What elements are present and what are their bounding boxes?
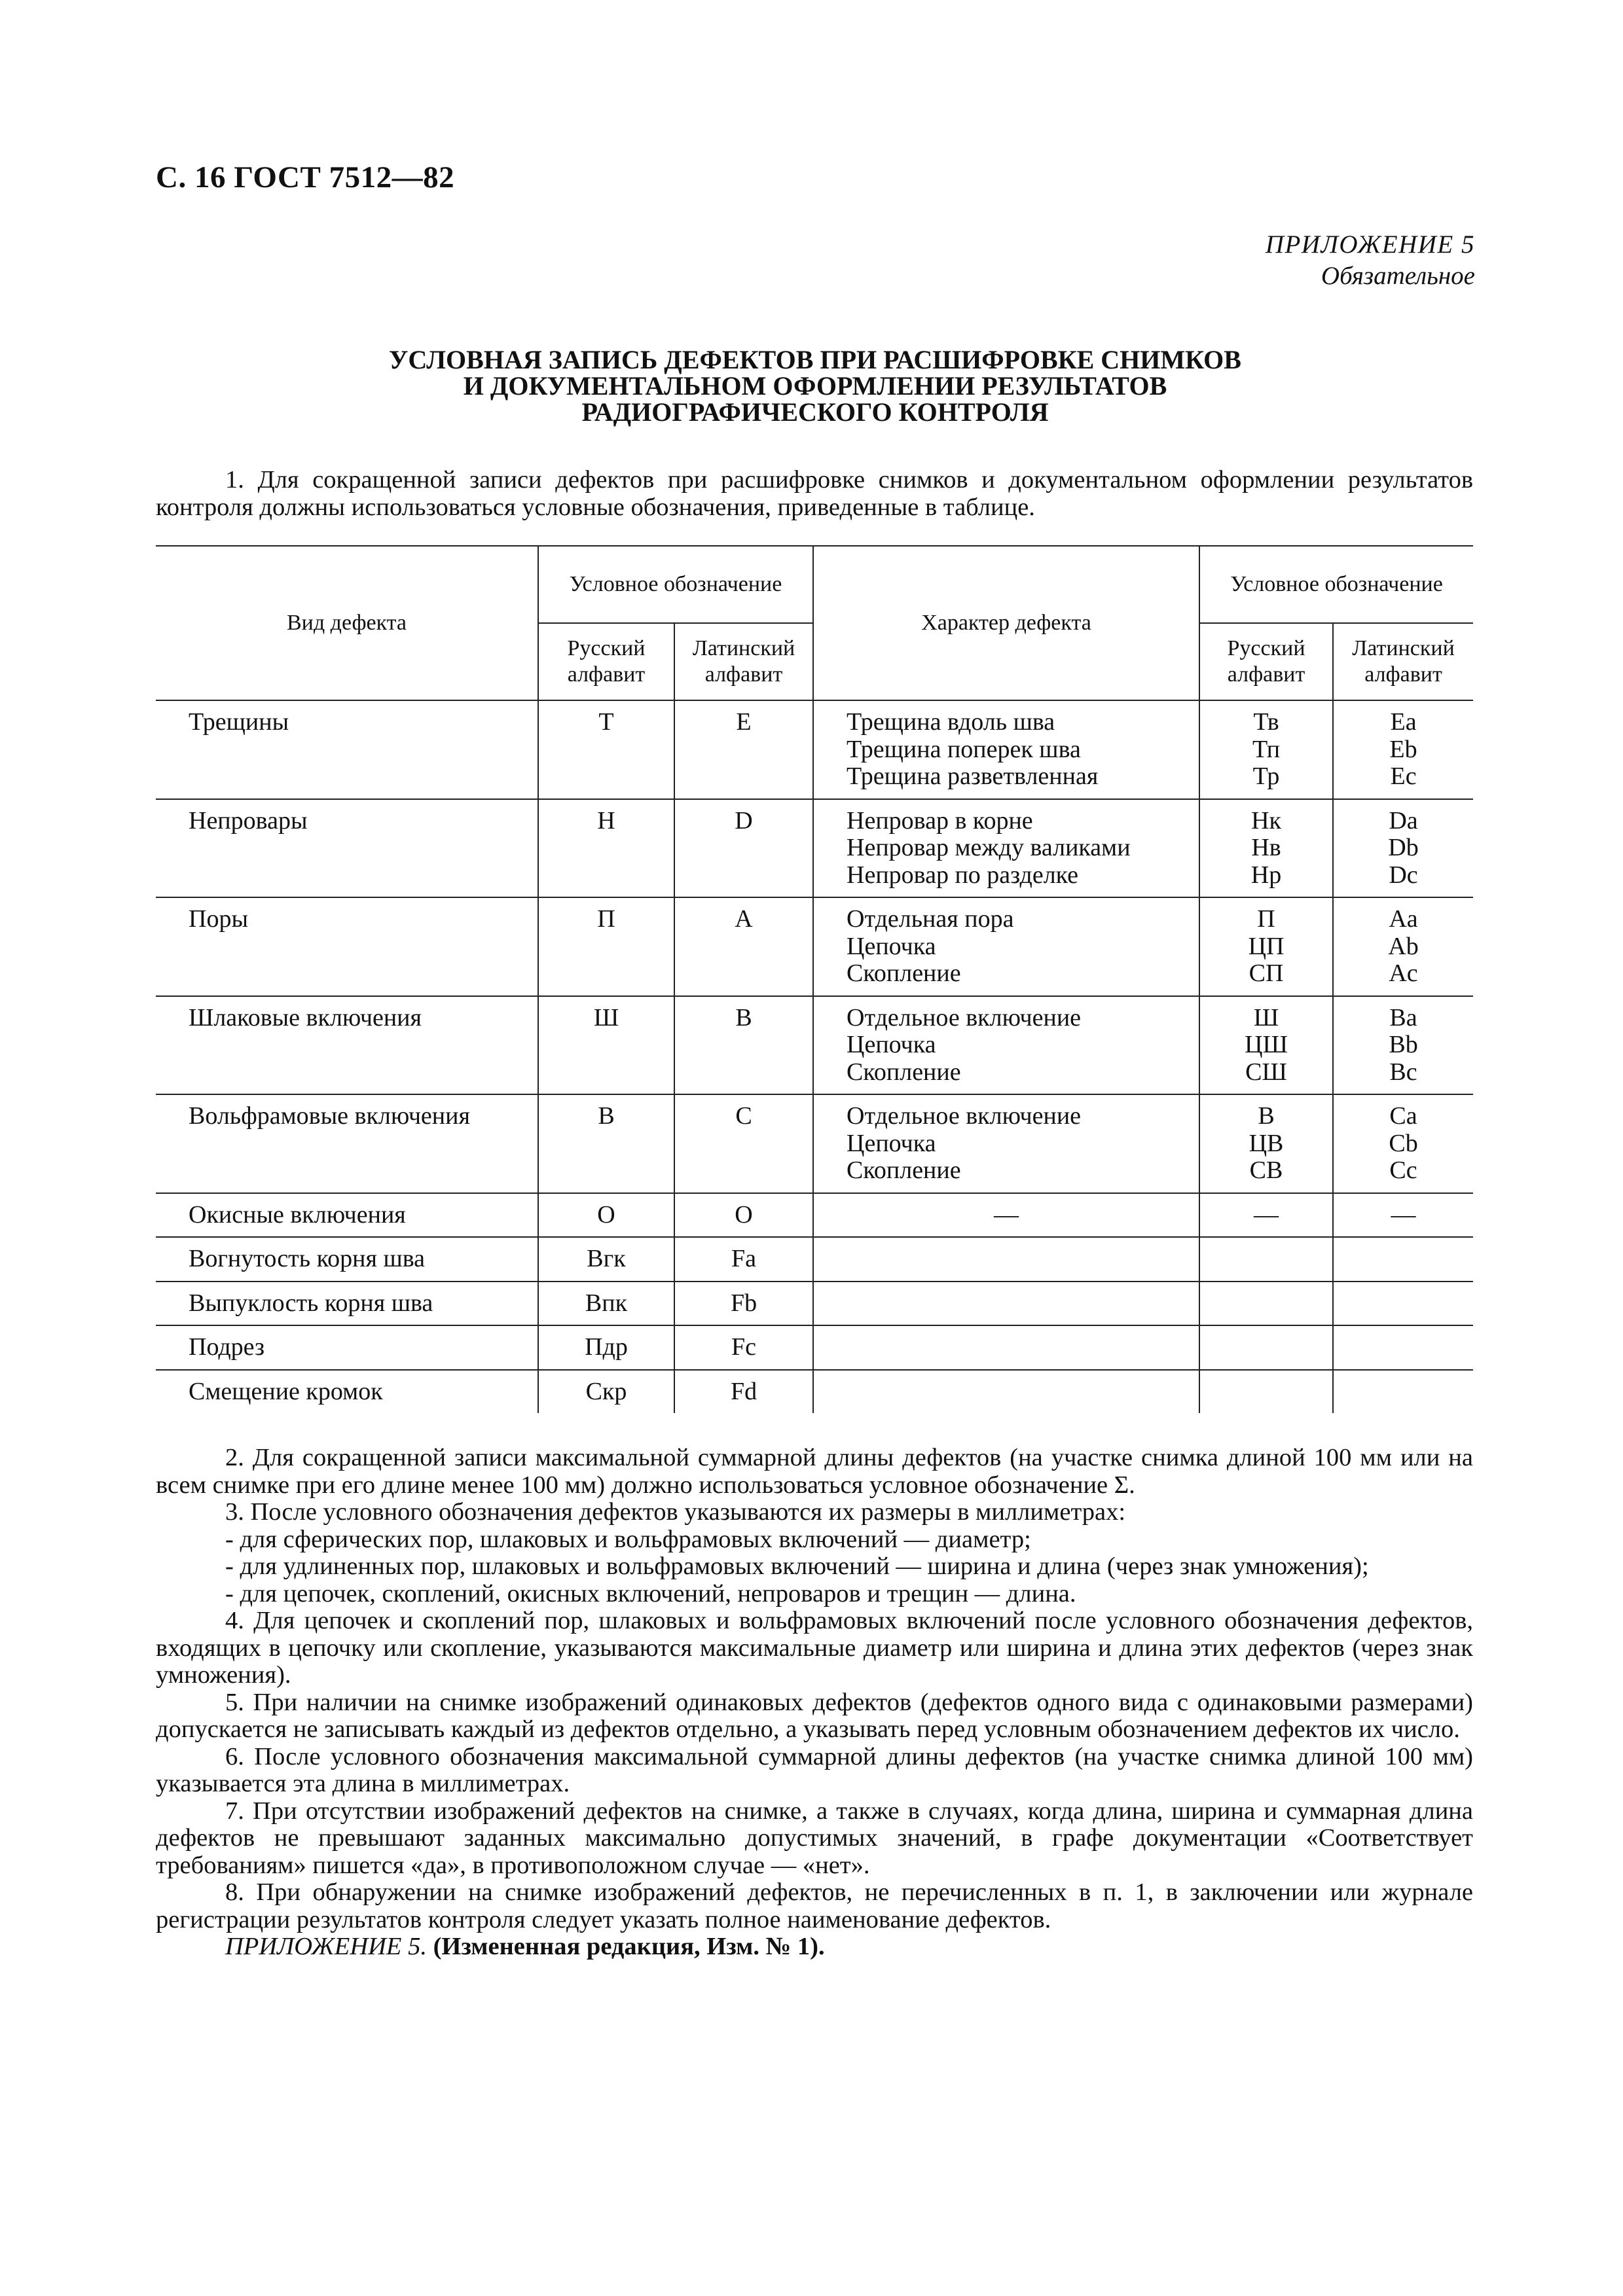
amendment-note bbox=[156, 1933, 1473, 1961]
title-line-2: И ДОКУМЕНТАЛЬНОМ ОФОРМЛЕНИИ РЕЗУЛЬТАТОВ bbox=[463, 371, 1167, 401]
defect-character-cell bbox=[813, 700, 1199, 799]
russian-symbol-cell: Вгк bbox=[538, 1237, 674, 1282]
russian-subsymbol-cell bbox=[1199, 1094, 1333, 1193]
item-3-bullet-2: - для удлиненных пор, шлаковых и вольфрамовых включений — ширина и длина (через знак умножения); bbox=[225, 1552, 1369, 1580]
table-row bbox=[156, 897, 1473, 996]
russian-subsymbol-cell bbox=[1199, 996, 1333, 1095]
numbered-items bbox=[156, 1444, 1473, 1961]
defect-type-cell: Вогнутость корня шва bbox=[156, 1237, 538, 1282]
latin-subsymbol-cell bbox=[1333, 1325, 1473, 1370]
table-row bbox=[156, 799, 1473, 898]
russian-subsymbol-cell bbox=[1199, 1237, 1333, 1282]
defect-character-cell-line: Скопление bbox=[847, 1058, 961, 1086]
defect-type-cell: Поры bbox=[156, 897, 538, 996]
russian-subsymbol-cell bbox=[1199, 897, 1333, 996]
latin-symbol-cell: Fb bbox=[674, 1282, 813, 1326]
latin-symbol-cell: A bbox=[674, 897, 813, 996]
defect-table-body bbox=[156, 700, 1473, 1413]
russian-symbol-cell: В bbox=[538, 1094, 674, 1193]
amendment-text: (Измененная редакция, Изм. № 1). bbox=[433, 1933, 825, 1960]
latin-subsymbol-cell bbox=[1333, 897, 1473, 996]
latin-subsymbol-cell-line: Eb bbox=[1389, 735, 1417, 763]
latin-subsymbol-cell-line: Db bbox=[1388, 834, 1419, 861]
appendix-status: Обязательное bbox=[1321, 262, 1475, 290]
item-3-bullet-3: - для цепочек, скоплений, окисных включений, непроваров и трещин — длина. bbox=[225, 1579, 1076, 1607]
latin-subsymbol-cell-line: Ea bbox=[1390, 708, 1417, 736]
russian-subsymbol-cell-line: СП bbox=[1249, 960, 1284, 987]
defect-character-cell-line: Цепочка bbox=[847, 932, 936, 960]
latin-subsymbol-cell bbox=[1333, 799, 1473, 898]
defect-character-cell-line: Непровар по разделке bbox=[847, 861, 1079, 889]
defect-character-cell-line: Скопление bbox=[847, 960, 961, 987]
russian-subsymbol-cell-line: Нр bbox=[1250, 861, 1282, 889]
russian-subsymbol-cell-line: СВ bbox=[1249, 1157, 1283, 1184]
latin-subsymbol-cell-line: Ec bbox=[1390, 762, 1417, 790]
item-6: 6. После условного обозначения максимальной суммарной длины дефектов (на участке снимка длиной 100 мм) указывается эта длина в миллиметрах. bbox=[156, 1742, 1473, 1797]
col-header-symbol-2: Условное обозначение bbox=[1199, 546, 1473, 623]
table-row bbox=[156, 1325, 1473, 1370]
russian-subsymbol-cell-line: Нк bbox=[1251, 806, 1281, 834]
russian-subsymbol-cell-line: ЦШ bbox=[1245, 1031, 1288, 1058]
latin-symbol-cell: Fa bbox=[674, 1237, 813, 1282]
russian-subsymbol-cell-line: Тр bbox=[1252, 762, 1280, 790]
defect-type-cell: Подрез bbox=[156, 1325, 538, 1370]
russian-symbol-cell: П bbox=[538, 897, 674, 996]
intro-paragraph: 1. Для сокращенной записи дефектов при расшифровке снимков и документальном оформлении результатов контроля должны использоваться условные обозначения, приведенные в таблице. bbox=[156, 466, 1473, 521]
defect-character-cell-line: Скопление bbox=[847, 1157, 961, 1184]
defect-character-cell-line: Непровар между валиками bbox=[847, 834, 1131, 861]
latin-subsymbol-cell-line: Ac bbox=[1389, 960, 1418, 987]
defect-character-cell-line: Цепочка bbox=[847, 1129, 936, 1157]
defect-character-cell-line: Трещина разветвленная bbox=[847, 762, 1099, 790]
defect-character-cell bbox=[813, 1094, 1199, 1193]
latin-symbol-cell: O bbox=[674, 1193, 813, 1238]
latin-subsymbol-cell-line: Aa bbox=[1389, 905, 1418, 933]
defect-type-cell: Вольфрамовые включения bbox=[156, 1094, 538, 1193]
defect-character-cell bbox=[813, 897, 1199, 996]
col-header-russian-2: Русский алфавит bbox=[1199, 623, 1333, 700]
col-header-latin-2: Латинский алфавит bbox=[1333, 623, 1473, 700]
latin-subsymbol-cell bbox=[1333, 1237, 1473, 1282]
russian-subsymbol-cell-line: СШ bbox=[1245, 1058, 1287, 1086]
defect-type-cell: Окисные включения bbox=[156, 1193, 538, 1238]
defect-character-cell bbox=[813, 1193, 1199, 1238]
defect-character-cell-line: Отдельное включение bbox=[847, 1102, 1082, 1130]
defect-character-cell bbox=[813, 1237, 1199, 1282]
latin-subsymbol-cell-line: Bb bbox=[1389, 1031, 1418, 1058]
russian-subsymbol-cell bbox=[1199, 1282, 1333, 1326]
title-line-3: РАДИОГРАФИЧЕСКОГО КОНТРОЛЯ bbox=[581, 397, 1049, 427]
latin-subsymbol-cell bbox=[1333, 1282, 1473, 1326]
russian-subsymbol-cell bbox=[1199, 700, 1333, 799]
russian-symbol-cell: Т bbox=[538, 700, 674, 799]
russian-subsymbol-cell-line: — bbox=[1254, 1200, 1279, 1229]
russian-subsymbol-cell bbox=[1199, 1325, 1333, 1370]
latin-subsymbol-cell bbox=[1333, 1370, 1473, 1414]
defect-character-cell-line: Цепочка bbox=[847, 1031, 936, 1058]
russian-subsymbol-cell bbox=[1199, 1370, 1333, 1414]
defect-character-cell-line: Отдельная пора bbox=[847, 905, 1014, 933]
item-8: 8. При обнаружении на снимке изображений дефектов, не перечисленных в п. 1, в заключении или журнале регистрации результатов контроля следует указать полное наименование дефектов. bbox=[156, 1878, 1473, 1933]
defect-character-cell bbox=[813, 1325, 1199, 1370]
latin-symbol-cell: D bbox=[674, 799, 813, 898]
russian-symbol-cell: Ш bbox=[538, 996, 674, 1095]
col-header-symbol: Условное обозначение bbox=[538, 546, 813, 623]
defect-type-cell: Непровары bbox=[156, 799, 538, 898]
appendix-label: ПРИЛОЖЕНИЕ 5 bbox=[1265, 230, 1475, 259]
item-3: 3. После условного обозначения дефектов указываются их размеры в миллиметрах: bbox=[225, 1498, 1126, 1526]
russian-subsymbol-cell-line: Тв bbox=[1253, 708, 1279, 736]
latin-subsymbol-cell-line: Ba bbox=[1389, 1003, 1417, 1031]
defect-symbols-table bbox=[156, 545, 1473, 1413]
col-header-russian: Русский алфавит bbox=[538, 623, 674, 700]
defect-character-cell bbox=[813, 996, 1199, 1095]
item-5: 5. При наличии на снимке изображений одинаковых дефектов (дефектов одного вида с одинаковыми размерами) допускается не записывать каждый из дефектов отдельно, а указывать перед условным обозначением дефектов их число. bbox=[156, 1688, 1473, 1743]
amendment-ref: ПРИЛОЖЕНИЕ 5. bbox=[225, 1933, 427, 1960]
table-row bbox=[156, 1282, 1473, 1326]
latin-subsymbol-cell-line: Ab bbox=[1388, 932, 1419, 960]
russian-symbol-cell: Н bbox=[538, 799, 674, 898]
defect-type-cell: Шлаковые включения bbox=[156, 996, 538, 1095]
col-header-latin: Латинский алфавит bbox=[674, 623, 813, 700]
latin-subsymbol-cell-line: Cc bbox=[1389, 1157, 1417, 1184]
russian-subsymbol-cell-line: ЦП bbox=[1248, 932, 1285, 960]
title-line-1: УСЛОВНАЯ ЗАПИСЬ ДЕФЕКТОВ ПРИ РАСШИФРОВКЕ СНИМКОВ bbox=[389, 345, 1241, 374]
defect-character-cell-line: Отдельное включение bbox=[847, 1003, 1082, 1031]
russian-subsymbol-cell bbox=[1199, 799, 1333, 898]
defect-character-cell bbox=[813, 1282, 1199, 1326]
table-row bbox=[156, 1370, 1473, 1414]
russian-subsymbol-cell-line: ЦВ bbox=[1249, 1129, 1284, 1157]
col-header-defect-type: Вид дефекта bbox=[156, 546, 538, 700]
document-title bbox=[157, 347, 1473, 425]
table-row bbox=[156, 1237, 1473, 1282]
russian-symbol-cell: Впк bbox=[538, 1282, 674, 1326]
latin-subsymbol-cell bbox=[1333, 996, 1473, 1095]
russian-subsymbol-cell-line: Тп bbox=[1252, 735, 1281, 763]
item-7: 7. При отсутствии изображений дефектов на снимке, а также в случаях, когда длина, ширина и суммарная длина дефектов не превышают заданных максимально допустимых значений, в графе документации «Соответствует требованиям» пишется «да», в противоположном случае — «нет». bbox=[156, 1797, 1473, 1879]
russian-subsymbol-cell-line: В bbox=[1258, 1102, 1275, 1130]
defect-character-cell bbox=[813, 799, 1199, 898]
latin-subsymbol-cell-line: Dc bbox=[1389, 861, 1418, 889]
item-2: 2. Для сокращенной записи максимальной суммарной длины дефектов (на участке снимка длиной 100 мм или на всем снимке при его длине менее 100 мм) должно использоваться условное обозначение Σ. bbox=[156, 1444, 1473, 1499]
defect-character-cell-line: Непровар в корне bbox=[847, 806, 1033, 834]
defect-type-cell: Трещины bbox=[189, 708, 289, 736]
russian-symbol-cell: О bbox=[538, 1193, 674, 1238]
table-row bbox=[156, 1094, 1473, 1193]
defect-type-cell: Выпуклость корня шва bbox=[156, 1282, 538, 1326]
russian-subsymbol-cell bbox=[1199, 1193, 1333, 1238]
latin-subsymbol-cell bbox=[1333, 1193, 1473, 1238]
latin-subsymbol-cell bbox=[1333, 700, 1473, 799]
defect-type-cell: Смещение кромок bbox=[156, 1370, 538, 1414]
appendix-label-block bbox=[1266, 229, 1475, 292]
item-3-bullet-1: - для сферических пор, шлаковых и вольфрамовых включений — диаметр; bbox=[225, 1525, 1031, 1553]
russian-subsymbol-cell-line: Ш bbox=[1253, 1003, 1279, 1031]
latin-symbol-cell: E bbox=[674, 700, 813, 799]
latin-symbol-cell: B bbox=[674, 996, 813, 1095]
latin-subsymbol-cell-line: — bbox=[1391, 1200, 1416, 1229]
latin-subsymbol-cell bbox=[1333, 1094, 1473, 1193]
latin-symbol-cell: Fc bbox=[674, 1325, 813, 1370]
table-row bbox=[156, 700, 1473, 799]
table-row bbox=[156, 996, 1473, 1095]
defect-character-cell bbox=[813, 1370, 1199, 1414]
russian-subsymbol-cell-line: Нв bbox=[1251, 834, 1281, 861]
latin-symbol-cell: Fd bbox=[674, 1370, 813, 1414]
defect-character-cell-line: Трещина поперек шва bbox=[847, 735, 1081, 763]
page-header: С. 16 ГОСТ 7512—82 bbox=[156, 160, 455, 194]
latin-subsymbol-cell-line: Bc bbox=[1389, 1058, 1417, 1086]
russian-subsymbol-cell-line: П bbox=[1257, 905, 1275, 933]
russian-symbol-cell: Пдр bbox=[538, 1325, 674, 1370]
latin-subsymbol-cell-line: Da bbox=[1389, 806, 1418, 834]
table-row bbox=[156, 1193, 1473, 1238]
col-header-defect-character: Характер дефекта bbox=[813, 546, 1199, 700]
latin-subsymbol-cell-line: Cb bbox=[1389, 1129, 1418, 1157]
defect-character-cell-line: — bbox=[994, 1200, 1019, 1229]
latin-symbol-cell: C bbox=[674, 1094, 813, 1193]
russian-symbol-cell: Скр bbox=[538, 1370, 674, 1414]
latin-subsymbol-cell-line: Ca bbox=[1389, 1102, 1417, 1130]
item-4: 4. Для цепочек и скоплений пор, шлаковых и вольфрамовых включений после условного обозначения дефектов, входящих в цепочку или скопление, указываются максимальные диаметр или ширина и длина этих дефектов (через знак умножения). bbox=[156, 1607, 1473, 1689]
defect-character-cell-line: Трещина вдоль шва bbox=[847, 708, 1055, 736]
